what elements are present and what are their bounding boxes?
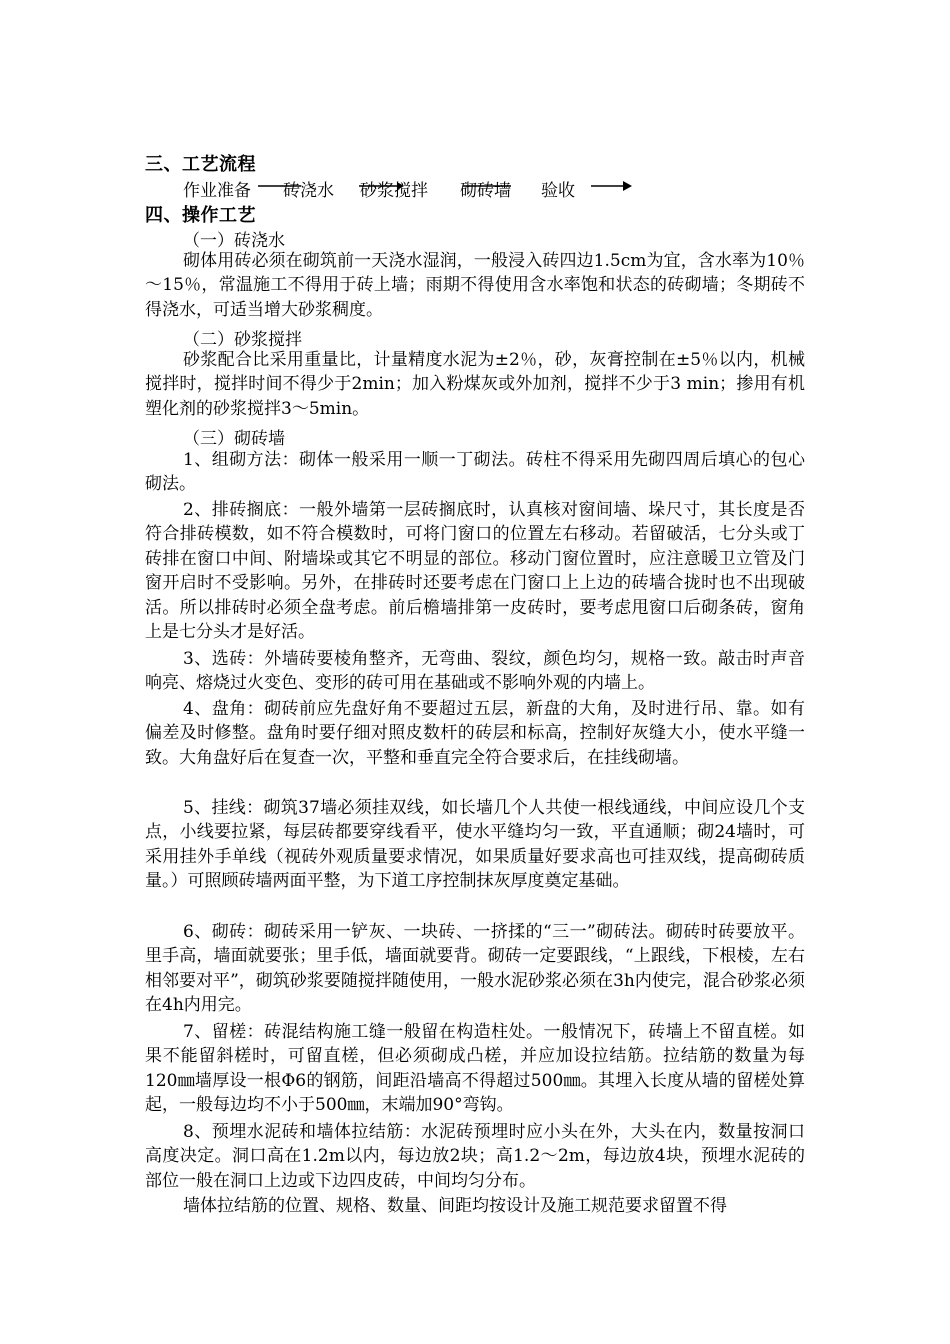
section-3-heading: 三、工艺流程 bbox=[145, 154, 256, 175]
flow-step-inspection: 验收 bbox=[541, 181, 575, 201]
flow-step-water-brick: 砖浇水 bbox=[283, 181, 334, 201]
flow-step-mix-mortar: 砂浆搅拌 bbox=[360, 181, 428, 201]
subsection-1-text: 砌体用砖必须在砌筑前一天浇水湿润，一般浸入砖四边1.5cm为宜，含水率为10％～15％，常温施工不得用于砖上墙；雨期不得使用含水率饱和状态的砖砌墙；冬期砖不得浇水，可适当增大砂浆稠度。 bbox=[145, 251, 805, 320]
list-item: 5、挂线：砌筑37墙必须挂双线，如长墙几个人共使一根线通线，中间应设几个支点，小线要拉紧，每层砖都要穿线看平，使水平缝均匀一致，平直通顺；砌24墙时，可采用挂外手单线（视砖外观质量要求情况，如果质量好要求高也可挂双线，提高砌砖质量。）可照顾砖墙两面平整，为下道工序控制抹灰厚度奠定基础。 bbox=[145, 798, 805, 892]
subsection-2-text: 砂浆配合比采用重量比，计量精度水泥为±2％，砂，灰膏控制在±5％以内，机械搅拌时，搅拌时间不得少于2min；加入粉煤灰或外加剂，搅拌不少于3 min；掺用有机塑化剂的砂浆搅拌3～5min。 bbox=[145, 350, 805, 419]
process-flow bbox=[183, 176, 703, 201]
list-item: 8、预埋水泥砖和墙体拉结筋：水泥砖预埋时应小头在外，大头在内，数量按洞口高度决定。洞口高在1.2m以内，每边放2块；高1.2～2m，每边放4块，预埋水泥砖的部位一般在洞口上边或下边四皮砖，中间均匀分布。 bbox=[145, 1122, 805, 1191]
list-item: 1、组砌方法：砌体一般采用一顺一丁砌法。砖柱不得采用先砌四周后填心的包心砌法。 bbox=[145, 450, 805, 495]
subsection-3-title: （三）砌砖墙 bbox=[183, 429, 285, 449]
list-item: 墙体拉结筋的位置、规格、数量、间距均按设计及施工规范要求留置不得 bbox=[183, 1196, 727, 1216]
flow-arrows bbox=[183, 176, 703, 198]
list-item: 6、砌砖：砌砖采用一铲灰、一块砖、一挤揉的“三一”砌砖法。砌砖时砖要放平。里手高，墙面就要张；里手低，墙面就要背。砌砖一定要跟线，“上跟线，下根棱，左右相邻要对平”，砌筑砂浆要随搅拌随使用，一般水泥砂浆必须在3h内使完，混合砂浆必须在4h内用完。 bbox=[145, 922, 805, 1016]
list-item: 7、留槎：砖混结构施工缝一般留在构造柱处。一般情况下，砖墙上不留直槎。如果不能留斜槎时，可留直槎，但必须砌成凸槎，并应加设拉结筋。拉结筋的数量为每120㎜墙厚设一根Φ6的钢筋，间距沿墙高不得超过500㎜。其埋入长度从墙的留槎处算起，一般每边均不小于500㎜，末端加90°弯钩。 bbox=[145, 1022, 805, 1116]
flow-arrowhead-4 bbox=[623, 181, 632, 191]
list-item: 3、选砖：外墙砖要棱角整齐，无弯曲、裂纹，颜色均匀，规格一致。敲击时声音响亮、熔烧过火变色、变形的砖可用在基础或不影响外观的内墙上。 bbox=[145, 649, 805, 694]
flow-step-prepare: 作业准备 bbox=[183, 181, 251, 201]
list-item: 4、盘角：砌砖前应先盘好角不要超过五层，新盘的大角，及时进行吊、靠。如有偏差及时修整。盘角时要仔细对照皮数杆的砖层和标高，控制好灰缝大小，使水平缝一致。大角盘好后在复查一次，平整和垂直完全符合要求后，在挂线砌墙。 bbox=[145, 699, 805, 768]
subsection-2-title: （二）砂浆搅拌 bbox=[183, 330, 302, 350]
flow-step-lay-brick: 砌砖墙 bbox=[460, 181, 511, 201]
subsection-1-title: （一）砖浇水 bbox=[183, 231, 285, 251]
list-item: 2、排砖搁底：一般外墙第一层砖搁底时，认真核对窗间墙、垛尺寸，其长度是否符合排砖模数，如不符合模数时，可将门窗口的位置左右移动。若留破活，七分头或丁砖排在窗口中间、附墙垛或其它不明显的部位。移动门窗位置时，应注意暖卫立管及门窗开启时不受影响。另外，在排砖时还要考虑在门窗口上上边的砖墙合拢时也不出现破活。所以排砖时必须全盘考虑。前后檐墙排第一皮砖时，要考虑甩窗口后砌条砖，窗角上是七分头才是好活。 bbox=[145, 500, 805, 643]
section-4-heading: 四、操作工艺 bbox=[145, 205, 256, 226]
